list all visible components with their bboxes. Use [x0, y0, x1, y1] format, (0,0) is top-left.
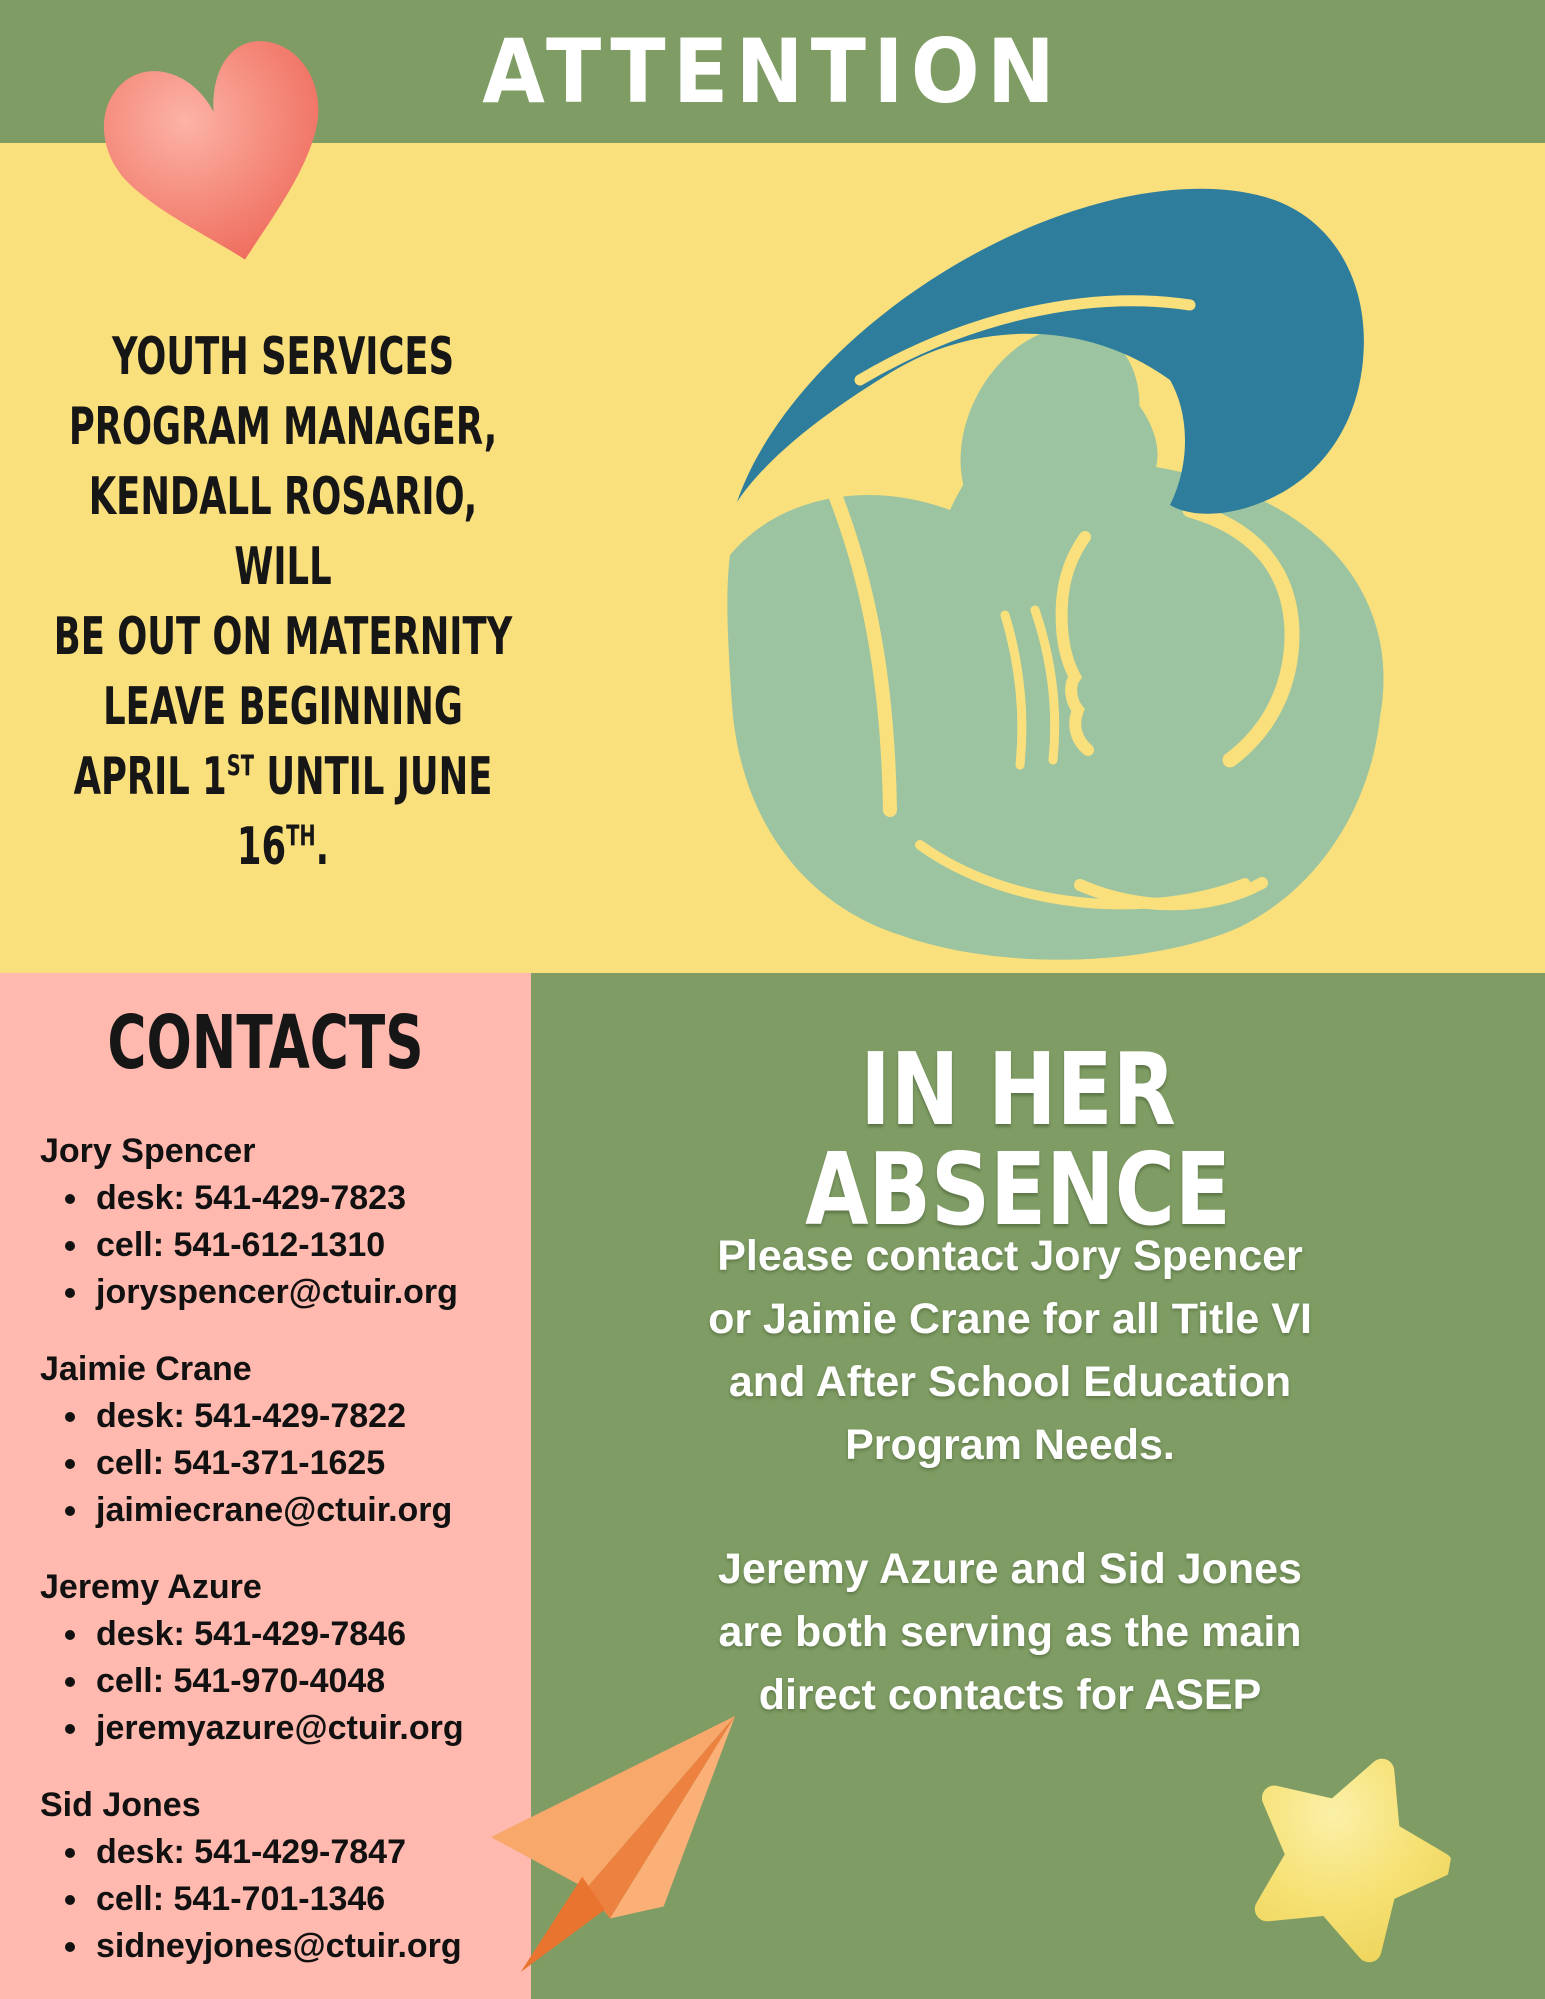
notice-line: YOUTH SERVICES [111, 327, 455, 387]
star-icon [1229, 1736, 1466, 1973]
contact-desk: • desk: 541-429-7822 [92, 1393, 510, 1440]
contact-name: Jeremy Azure [40, 1568, 262, 1606]
banner-title: ATTENTION [482, 20, 1063, 123]
june-rest: . [315, 817, 330, 877]
contact-cell: • cell: 541-970-4048 [92, 1658, 510, 1705]
april-rest: UNTIL JUNE [254, 747, 493, 807]
absence-line: Please contact Jory Spencer [717, 1232, 1303, 1280]
april-ordinal: ST [226, 748, 255, 783]
june-date: 16 [236, 817, 287, 877]
april-date: APRIL 1 [73, 747, 227, 807]
contact-entry [40, 1782, 510, 1970]
absence-paragraph-2 [560, 1538, 1460, 1727]
contact-name: Jaimie Crane [40, 1350, 252, 1388]
absence-heading: IN HER ABSENCE [805, 1031, 1231, 1248]
june-ordinal: TH [286, 818, 316, 853]
contact-cell: • cell: 541-701-1346 [92, 1876, 510, 1923]
notice-line-june [48, 812, 517, 882]
absence-paragraph-1 [560, 1225, 1460, 1477]
notice-line: PROGRAM MANAGER, [68, 397, 498, 457]
mother-and-baby-illustration [720, 165, 1540, 975]
contact-entry [40, 1564, 510, 1752]
contact-cell: • cell: 541-612-1310 [92, 1222, 510, 1269]
contact-desk: • desk: 541-429-7847 [92, 1829, 510, 1876]
contacts-list [40, 1128, 510, 1999]
contact-name: Jory Spencer [40, 1132, 256, 1170]
absence-line: direct contacts for ASEP [758, 1671, 1262, 1719]
contacts-heading: CONTACTS [107, 1000, 424, 1086]
notice-line: BE OUT ON MATERNITY [53, 607, 513, 667]
contact-entry [40, 1128, 510, 1316]
notice-line-april [48, 742, 517, 812]
absence-line: Jeremy Azure and Sid Jones [718, 1545, 1302, 1593]
notice-line: LEAVE BEGINNING [103, 677, 463, 737]
absence-line: or Jaimie Crane for all Title VI [708, 1295, 1312, 1343]
paper-plane-icon [485, 1712, 743, 1980]
contact-name: Sid Jones [40, 1786, 201, 1824]
contact-entry [40, 1346, 510, 1534]
absence-line: Program Needs. [845, 1421, 1175, 1469]
absence-line: and After School Education [728, 1358, 1292, 1406]
contact-email: • jeremyazure@ctuir.org [92, 1705, 510, 1752]
contact-desk: • desk: 541-429-7823 [92, 1175, 510, 1222]
absence-line: are both serving as the main [718, 1608, 1302, 1656]
contact-desk: • desk: 541-429-7846 [92, 1611, 510, 1658]
contact-email: • jaimiecrane@ctuir.org [92, 1487, 510, 1534]
contact-cell: • cell: 541-371-1625 [92, 1440, 510, 1487]
maternity-notice [48, 322, 517, 882]
contact-email: • sidneyjones@ctuir.org [92, 1923, 510, 1970]
notice-line: KENDALL ROSARIO, WILL [88, 467, 478, 597]
contact-email: • joryspencer@ctuir.org [92, 1269, 510, 1316]
